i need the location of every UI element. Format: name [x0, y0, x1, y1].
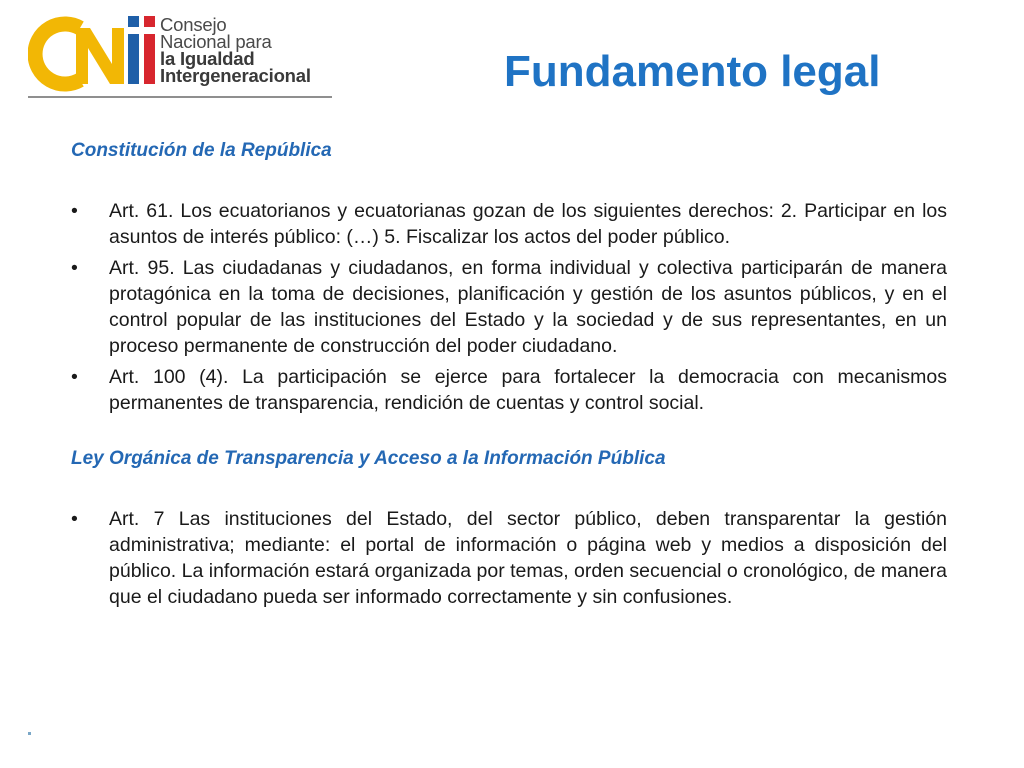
- transparencia-article-list: [71, 506, 947, 610]
- logo-line-4: Intergeneracional: [160, 65, 311, 86]
- list-item: [71, 255, 947, 359]
- list-item: [71, 364, 947, 416]
- logo-i2-dot: [144, 16, 155, 27]
- logo-line-1: Consejo: [160, 14, 227, 35]
- constitucion-article-list: [71, 198, 947, 416]
- bullet-icon: •: [71, 200, 78, 222]
- bullet-icon: •: [71, 508, 78, 530]
- corner-dot: [28, 732, 31, 735]
- slide-content: [71, 138, 947, 610]
- logo-line-3: la Igualdad: [160, 48, 255, 69]
- bullet-icon: •: [71, 366, 78, 388]
- logo-i1-dot: [128, 16, 139, 27]
- logo-text: [160, 16, 311, 84]
- section-heading-transparencia: Ley Orgánica de Transparencia y Acceso a la Información Pública: [71, 448, 666, 469]
- cnii-logo-mark: [28, 14, 158, 96]
- article-text: Art. 100 (4). La participación se ejerce para fortalecer la democracia con mecanismos permanentes de transparencia, rendición de cuentas y control social.: [109, 366, 947, 414]
- list-item: [71, 506, 947, 610]
- logo-i1-stem: [128, 34, 139, 84]
- article-text: Art. 95. Las ciudadanas y ciudadanos, en forma individual y colectiva participarán de manera protagónica en la toma de decisiones, planificación y gestión de los asuntos públicos, y en el control popular de las instituciones del Estado y la sociedad y de sus representantes, en un proceso permanente de construcción del poder ciudadano.: [109, 257, 947, 357]
- article-text: Art. 61. Los ecuatorianos y ecuatorianas gozan de los siguientes derechos: 2. Participar en los asuntos de interés público: (…) 5. Fiscalizar los actos del poder público.: [109, 200, 947, 248]
- logo-line-2: Nacional para: [160, 31, 272, 52]
- logo-c-shape: [35, 24, 80, 84]
- bullet-icon: •: [71, 257, 78, 279]
- slide-title: Fundamento legal: [504, 47, 881, 96]
- section-heading-constitucion: Constitución de la República: [71, 140, 332, 161]
- header-divider: [28, 96, 332, 98]
- cnii-logo: [28, 14, 332, 98]
- article-text: Art. 7 Las instituciones del Estado, del sector público, deben transparentar la gestión administrativa; mediante: el portal de información o página web y medios a disposición del público. La información estará organizada por temas, orden secuencial o cronológico, de manera que el ciudadano pueda ser informado correctamente y sin confusiones.: [109, 508, 947, 608]
- list-item: [71, 198, 947, 250]
- logo-i2-stem: [144, 34, 155, 84]
- logo-n-shape: [76, 28, 124, 84]
